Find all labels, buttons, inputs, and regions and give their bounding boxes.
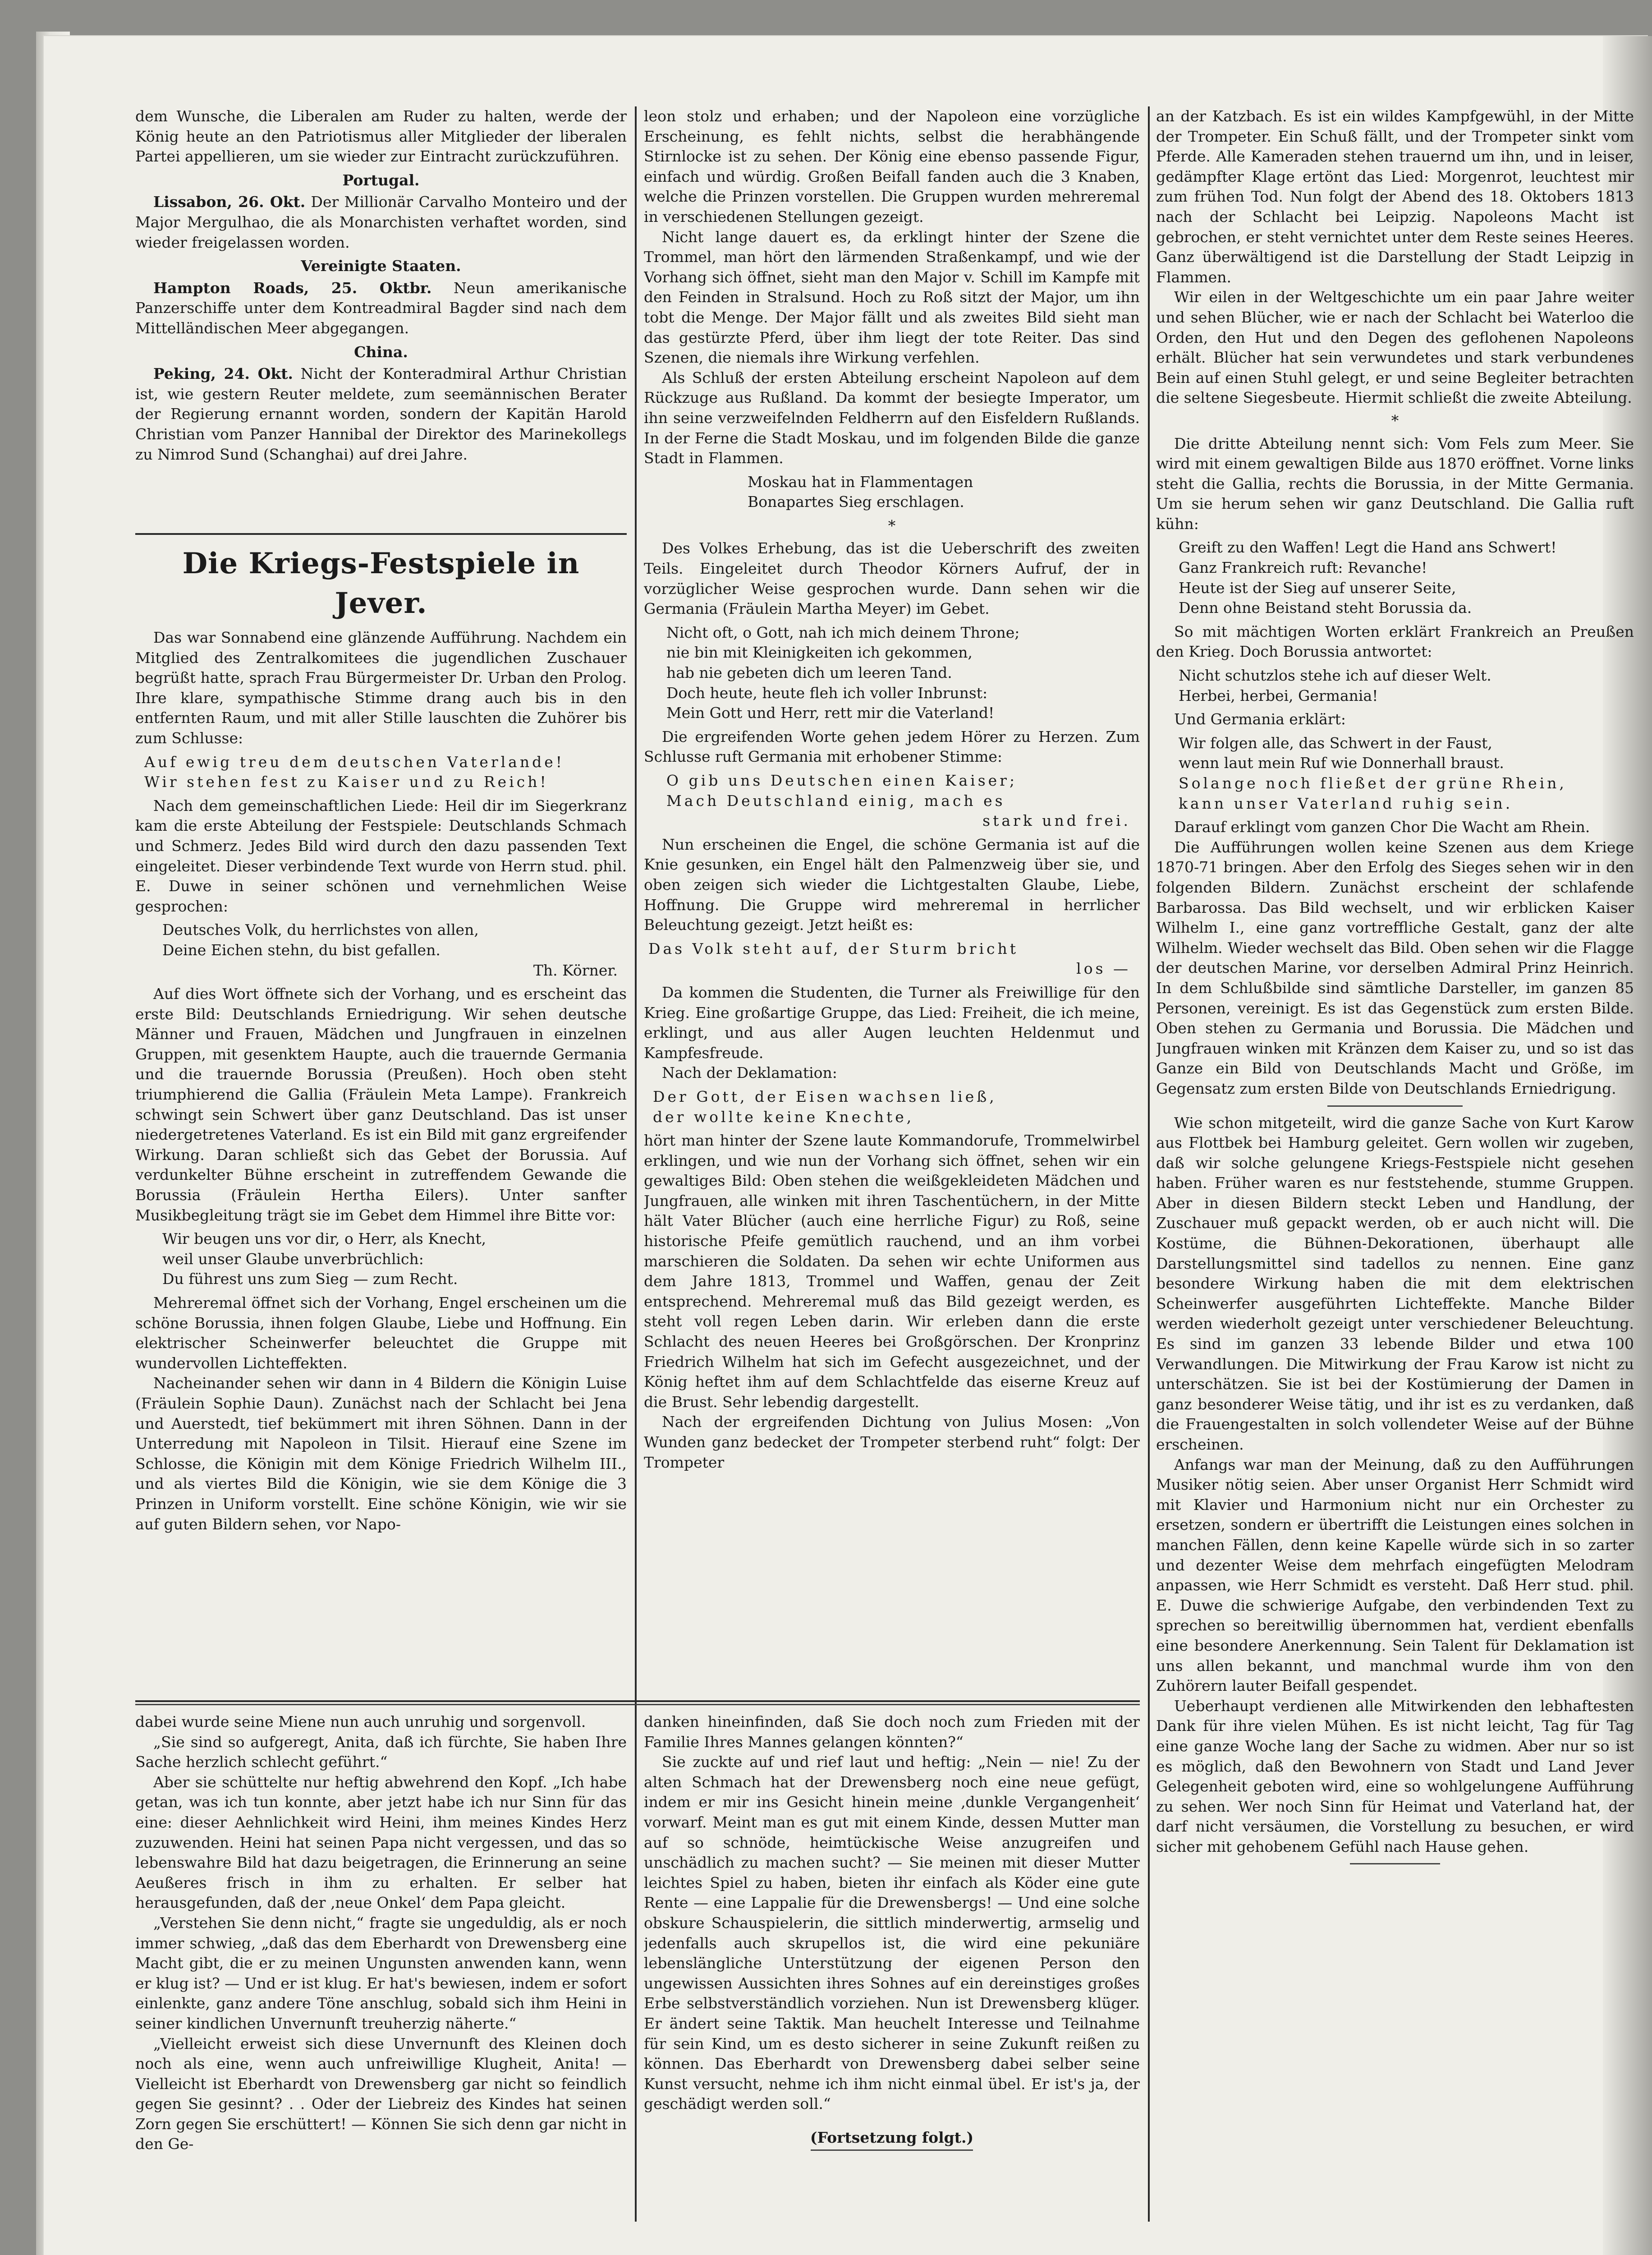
article-end-rule [1350, 1863, 1440, 1864]
verse: Greift zu den Waffen! Legt die Hand ans Schwert! Ganz Frankreich ruft: Revanche! Heute ist der Sieg auf unserer Seite, Denn ohne Beistand steht Borussia da. [1179, 538, 1557, 617]
continuation-underline [811, 2149, 973, 2151]
column-rule [635, 106, 637, 2222]
section-divider [135, 533, 627, 535]
article-paragraph: leon stolz und erhaben; und der Napoleon eine vorzügliche Erscheinung, es fehlt nichts, selbst die herabhängende Stirnlocke ist zu sehen. Der König eine ebenso passende Figur, einfach und würdig. Großen Beifall fanden auch die 3 Knaben, welche die Prinzen vorstellen. Die Gruppen wurden mehreremal in verschiedenen Stellungen gezeigt. [644, 107, 1140, 226]
article-paragraph: Nun erscheinen die Engel, die schöne Germania ist auf die Knie gesunken, ein Engel hält den Palmenzweig über sie, und oben zeigen sich wieder die Lichtgestalten Glaube, Liebe, Hoffnung. Die Gruppe wird mehreremal in herrlicher Beleuchtung gezeigt. Jetzt heißt es: [644, 835, 1140, 934]
article-paragraph: Die dritte Abteilung nennt sich: Vom Fels zum Meer. Sie wird mit einem gewaltigen Bilde aus 1870 eröffnet. Vorne links steht die Gallia, rechts die Borussia, in der Mitte Germania. Um sie herum sehen wir ganz Deutschland. Die Gallia ruft kühn: [1156, 434, 1634, 533]
article-paragraph: Des Volkes Erhebung, das ist die Ueberschrift des zweiten Teils. Eingeleitet durch Theodor Körners Aufruf, der in vorzüglicher Weise gesprochen wurde. Dann sehen wir die Germania (Fräulein Martha Meyer) im Gebet. [644, 539, 1140, 618]
serial-column-1 [135, 1712, 627, 2222]
article-paragraph: So mit mächtigen Worten erklärt Frankreich an Preußen den Krieg. Doch Borussia antwortet: [1156, 622, 1634, 661]
section-star: * [1391, 411, 1399, 429]
article-paragraph: Das war Sonnabend eine glänzende Aufführung. Nachdem ein Mitglied des Zentralkomitees die jugendlichen Zuschauer begrüßt hatte, sprach Frau Bürgermeister Dr. Urban den Prolog. Ihre klare, sympathische Stimme drang auch bis in den entfernten Raum, und mit aller Stille lauschten die Zuhörer bis zum Schlusse: [135, 629, 627, 747]
verse: Der Gott, der Eisen wachsen ließ, der wollte keine Knechte, [653, 1087, 997, 1126]
verse: Wir beugen uns vor dir, o Herr, als Knecht, weil unser Glaube unverbrüchlich: Du führest uns zum Sieg — zum Recht. [162, 1230, 486, 1288]
story-paragraph: Sie zuckte auf und rief laut und heftig: „Nein — nie! Zu der alten Schmach hat der Drewensberg noch eine neue gefügt, indem er mir ins Gesicht hinein meine ‚dunkle Vergangenheit‘ vorwarf. Meint man es gut mit einem Kinde, dessen Mutter man auf so schnöde, heimtückische Weise anzugreifen und unschädlich zu machen sucht? — Sie meinen mit dieser Mutter leichtes Spiel zu haben, bieten ihr einfach als Köder eine gute Rente — eine Lappalie für die Drewensbergs! — Und eine solche obskure Schauspielerin, die sittlich minderwertig, armselig und jedenfalls auch skrupellos ist, die wird eine pekuniäre lebenslängliche Unterstützung der eigenen Person den ungewissen Aussichten ihres Sohnes auf ein dereinstiges großes Erbe selbstverständlich vorziehen. Nun ist Drewensberg klüger. Er ändert seine Taktik. Man heuchelt Interesse und Teilnahme für sein Kind, um es desto sicherer in seine Zukunft reißen zu können. Das Eberhardt von Drewensberg dabei selber seine Kunst versucht, nehme ich ihm nicht einmal übel. Er ist's ja, der geschädigt werden soll.“ [644, 1753, 1140, 2113]
feuilleton-divider [135, 1704, 1140, 1705]
story-paragraph: Aber sie schüttelte nur heftig abwehrend den Kopf. „Ich habe getan, was ich tun konnte, aber jetzt habe ich nur Sinn für das eine: dieser Aehnlichkeit wird Heini, ihm meines Kindes Herz zuzuwenden. Heini hat seinen Papa nicht vergessen, und das so lebenswahre Bild hat dazu beigetragen, die Erinnerung an seine Aeußeres frisch in ihm zu erhalten. Er selber hat herausgefunden, daß der ‚neue Onkel‘ dem Papa gleicht. [135, 1773, 627, 1912]
article-paragraph: hört man hinter der Szene laute Kommandorufe, Trommelwirbel erklingen, und wie nun der Vorhang sich öffnet, sehen wir ein gewaltiges Bild: Oben stehen die weißgekleideten Mädchen und Jungfrauen, alle winken mit ihren Taschentüchern, in der Mitte hält Vater Blücher (auch eine herrliche Figur) zu Roß, seine historische Pfeife gemütlich rauchend, und an ihm vorbei marschieren die Soldaten. Da sehen wir echte Uniformen aus dem Jahre 1813, Trommel und Waffen, genau der Zeit entsprechend. Mehreremal muß das Bild gezeigt werden, es steht voll regen Leben darin. Wir erleben dann die erste Schlacht des neuen Heeres bei Großgörschen. Der Kronprinz Friedrich Wilhelm hat sich im Gefecht ausgezeichnet, und der König heftet ihm auf dem Schlachtfelde das eiserne Kreuz auf die Brust. Sehr lebendig dargestellt. [644, 1132, 1140, 1411]
article-paragraph: Wir eilen in der Weltgeschichte um ein paar Jahre weiter und sehen Blücher, wie er nach der Schlacht bei Waterloo die Orden, den Hut und den Degen des geflohenen Napoleons erhält. Blücher hat sein verwundetes und stark verbundenes Bein auf einen Stuhl gelegt, er und seine Begleiter betrachten die seltene Siegesbeute. Hiermit schließt die zweite Abteilung. [1156, 288, 1634, 407]
article-column-3 [1156, 106, 1634, 2204]
article-paragraph: Nacheinander sehen wir dann in 4 Bildern die Königin Luise (Fräulein Sophie Daun). Zunächst nach der Schlacht bei Jena und Auerstedt, tief bekümmert mit ihren Söhnen. Dann in der Unterredung mit Napoleon in Tilsit. Hierauf eine Szene im Schlosse, die Königin mit dem Könige Friedrich Wilhelm III., und als viertes Bild die Königin, wie sie dem Könige die 3 Prinzen in Uniform vorstellt. Eine schöne Königin, wie wir sie auf guten Bildern sehen, vor Napo- [135, 1374, 627, 1533]
article-paragraph: Und Germania erklärt: [1174, 710, 1346, 728]
news-paragraph: Peking, 24. Okt. Nicht der Konteradmiral Arthur Christian ist, wie gestern Reuter meldete, zum seemännischen Berater der Regierung ernannt worden, sondern der Kapitän Harold Christian vom Panzer Hannibal der Direktor des Marinekollegs zu Nimrod Sund (Schanghai) auf drei Jahre. [135, 365, 627, 463]
verse: Das Volk steht auf, der Sturm bricht los — [648, 939, 1131, 978]
article-paragraph: Auf dies Wort öffnete sich der Vorhang, und es erscheint das erste Bild: Deutschlands Erniedrigung. Wir sehen deutsche Männer und Frauen, Mädchen und Jungfrauen in einzelnen Gruppen, mit gesenktem Haupte, auch die trauernde Germania und die trauernde Borussia (Preußen). Hoch oben steht triumphierend die Gallia (Fräulein Meta Lampe). Frankreich schwingt sein Schwert über ganz Deutschland. Das ist unser niedergetretenes Vaterland. Es ist ein Bild mit ganz ergreifender Wirkung. Daran schließt sich das Gebet der Borussia. Auf verdunkelter Bühne erscheint in zutreffendem Gewande die Borussia (Fräulein Hertha Eilers). Unter sanfter Musikbegleitung trägt sie im Gebet dem Himmel ihre Bitte vor: [135, 985, 627, 1224]
story-paragraph: danken hineinfinden, daß Sie doch noch zum Frieden mit der Familie Ihres Mannes gelangen könnten?“ [644, 1713, 1140, 1751]
article-paragraph: Als Schluß der ersten Abteilung erscheint Napoleon auf dem Rückzuge aus Rußland. Da kommt der besiegte Imperator, um ihn seine verzweifelnden Feldherrn auf den Eisfeldern Rußlands. In der Ferne die Stadt Moskau, und im folgenden Bilde die ganze Stadt in Flammen. [644, 368, 1140, 467]
verse: Deutsches Volk, du herrlichstes von allen, Deine Eichen stehn, du bist gefallen. Th. Körner. [162, 921, 618, 979]
article-paragraph: Nach der ergreifenden Dichtung von Julius Mosen: „Von Wunden ganz bedecket der Trompeter sterbend ruht“ folgt: Der Trompeter [644, 1413, 1140, 1471]
article-paragraph: Mehreremal öffnet sich der Vorhang, Engel erscheinen um die schöne Borussia, ihnen folgen Glaube, Liebe und Hoffnung. Ein elektrischer Scheinwerfer beleuchtet die Gruppe mit wundervollen Lichteffekten. [135, 1294, 627, 1372]
verse: Nicht oft, o Gott, nah ich mich deinem Throne; nie bin mit Kleinigkeiten ich gekommen, hab nie gebeten dich um leeren Tand. Doch heute, heute fleh ich voller Inbrunst: Mein Gott und Herr, rett mir die Vaterland! [666, 623, 1020, 722]
section-heading-china: China. [354, 343, 408, 361]
article-column-1 [135, 539, 627, 1694]
story-paragraph: dabei wurde seine Miene nun auch unruhig und sorgenvoll. [135, 1713, 586, 1730]
section-heading-portugal: Portugal. [342, 171, 420, 189]
continuation-note: (Fortsetzung folgt.) [810, 2128, 974, 2146]
article-paragraph: Nicht lange dauert es, da erklingt hinter der Szene die Trommel, man hört den lärmenden Straßenkampf, und wie der Vorhang sich öffnet, sieht man den Major v. Schill im Kampfe mit den Feinden in Stralsund. Hoch zu Roß sitzt der Major, um ihn tobt die Menge. Der Major fällt und als zweites Bild sieht man das gestürzte Pferd, über ihm liegt der tote Reiter. Das sind Szenen, die niemals ihre Wirkung verfehlen. [644, 228, 1140, 367]
story-paragraph: „Vielleicht erweist sich diese Unvernunft des Kleinen doch noch als eine, wenn auch unfreiwillige Klugheit, Anita! — Vielleicht ist Eberhardt von Drewensberg gar nicht so feindlich gegen Sie gesinnt? . . Oder der Liebreiz des Kindes hat seinen Zorn gegen Sie erschüttert! — Können Sie sich denn gar nicht in den Ge- [135, 2034, 627, 2153]
verse: Wir folgen alle, das Schwert in der Faust, wenn laut mein Ruf wie Donnerhall braust. Solange noch fließet der grüne Rhein, kann unser Vaterland ruhig sein. [1179, 734, 1567, 812]
story-paragraph: „Sie sind so aufgeregt, Anita, daß ich fürchte, Sie haben Ihre Sache herzlich schlecht geführt.“ [135, 1733, 627, 1771]
article-paragraph: Nach dem gemeinschaftlichen Liede: Heil dir im Siegerkranz kam die erste Abteilung der Festspiele: Deutschlands Schmach und Schmerz. Jedes Bild wird durch den dazu passenden Text eingeleitet. Dieser verbindende Text wurde von Herrn stud. phil. E. Duwe in seiner schönen und vernehmlichen Weise gesprochen: [135, 796, 627, 915]
serial-column-2 [644, 1712, 1140, 2222]
section-heading-usa: Vereinigte Staaten. [301, 257, 461, 275]
feuilleton-divider [135, 1700, 1140, 1702]
article-paragraph: Da kommen die Studenten, die Turner als Freiwillige für den Krieg. Eine großartige Gruppe, das Lied: Freiheit, die ich meine, erklingt, und aus aller Augen leuchten Heldenmut und Kampfesfreude. [644, 983, 1140, 1062]
news-briefs [135, 106, 627, 526]
news-paragraph: Lissabon, 26. Okt. Der Millionär Carvalho Monteiro und der Major Mergulhao, die als Monarchisten verhaftet worden, sind wieder freigelassen worden. [135, 193, 627, 251]
verse: Moskau hat in Flammentagen Bonapartes Sieg erschlagen. [748, 473, 973, 511]
article-paragraph: Die ergreifenden Worte gehen jedem Hörer zu Herzen. Zum Schlusse ruft Germania mit erhobener Stimme: [644, 727, 1140, 766]
article-paragraph: Die Aufführungen wollen keine Szenen aus dem Kriege 1870-71 bringen. Aber den Erfolg des Sieges sehen wir in den folgenden Bildern. Zunächst erscheint der schlafende Barbarossa. Das Bild wechselt, und wir erblicken Kaiser Wilhelm I., eine ganz vortreffliche Gestalt, ganz der alte Wilhelm. Wieder wechselt das Bild. Oben sehen wir die Flagge der deutschen Marine, vor derselben Admiral Prinz Heinrich. In dem Schlußbilde sind sämtliche Darsteller, im ganzen 85 Personen, vereinigt. Es ist das Gegenstück zum ersten Bilde. Oben stehen zu Germania und Borussia. Die Mädchen und Jungfrauen winken mit Kränzen dem Kaiser zu, und so ist das Ganze ein Bild von Deutschlands Macht und Größe, im Gegensatz zum ersten Bilde von Deutschlands Erniedrigung. [1156, 838, 1634, 1097]
verse: Nicht schutzlos stehe ich auf dieser Welt. Herbei, herbei, Germania! [1179, 667, 1491, 704]
story-paragraph: „Verstehen Sie denn nicht,“ fragte sie ungeduldig, als er noch immer schwieg, „daß das dem Eberhardt von Drewensberg eine Macht gibt, die er zu meinen Ungunsten anwenden kann, wenn er klug ist? — Und er ist klug. Er hat's bewiesen, indem er sofort einlenkte, ganz andere Töne anschlug, sobald sich ihm Heini in seiner kindlichen Unvernunft treuherzig näherte.“ [135, 1914, 627, 2032]
article-paragraph: Darauf erklingt vom ganzen Chor Die Wacht am Rhein. [1174, 818, 1590, 836]
article-column-2 [644, 106, 1140, 1694]
article-paragraph: Wie schon mitgeteilt, wird die ganze Sache von Kurt Karow aus Flottbek bei Hamburg geleitet. Gern wollen wir zugeben, daß wir solche gelungene Kriegs-Festspiele nicht gesehen haben. Früher waren es nur feststehende, stumme Gruppen. Aber in diesen Bildern steckt Leben und Handlung, der Zuschauer muß gepackt werden, ob er auch nicht will. Die Kostüme, die Bühnen-Dekorationen, überhaupt alle Darstellungsmittel sind tadellos zu nennen. Eine ganz besondere Wirkung haben die mit dem elektrischen Scheinwerfer ausgeführten Lichteffekte. Manche Bilder werden wiederholt gezeigt unter verschiedener Beleuchtung. Es sind im ganzen 33 lebende Bilder und etwa 100 Verwandlungen. Die Mitwirkung der Frau Karow ist nicht zu unterschätzen. Sie ist bei der Kostümierung der Damen in ganz besonderer Weise tätig, und ihr ist es zu verdanken, daß die Frauengestalten in solch vollendeter Weise auf der Bühne erscheinen. [1156, 1114, 1634, 1453]
verse: O gib uns Deutschen einen Kaiser; Mach Deutschland einig, mach es stark und frei. [666, 772, 1131, 830]
article-separator [1327, 1105, 1463, 1107]
article-paragraph: Anfangs war man der Meinung, daß zu den Aufführungen Musiker nötig seien. Aber unser Organist Herr Schmidt wird mit Klavier und Harmonium nicht nur ein Orchester zu ersetzen, sondern er übertrifft die Leistungen eines solchen in manchen Fällen, denn keine Kapelle würde sich in so zarter und dezenter Weise dem mehrfach eingefügten Melodram anpassen, wie Herr Schmidt es versteht. Daß Herr stud. phil. E. Duwe die schwierige Aufgabe, den verbindenden Text zu sprechen so bereitwillig übernommen hat, verdient ebenfalls eine besondere Anerkennung. Sein Talent für Deklamation ist uns allen bekannt, und manchmal wurde ihm von den Zuhörern lauter Beifall gespendet. [1156, 1455, 1634, 1695]
article-paragraph: an der Katzbach. Es ist ein wildes Kampfgewühl, in der Mitte der Trompeter. Ein Schuß fällt, und der Trompeter sinkt vom Pferde. Alle Kameraden stehen trauernd um ihn, und in leiser, gedämpfter Klage ertönt das Lied: Morgenrot, leuchtest mir zum frühen Tod. Nun folgt der Abend des 18. Oktobers 1813 nach der Schlacht bei Leipzig. Napoleons Macht ist gebrochen, er steht vernichtet unter dem Reste seines Heeres. Ganz überwältigend ist die Darstellung der Stadt Leipzig in Flammen. [1156, 107, 1634, 286]
article-paragraph: Nach der Deklamation: [662, 1064, 837, 1082]
section-star: * [888, 516, 896, 534]
column-rule [1148, 106, 1150, 2222]
article-paragraph: Ueberhaupt verdienen alle Mitwirkenden den lebhaftesten Dank für ihre vielen Mühen. Es ist nicht leicht, Tag für Tag eine ganze Woche lang der Sache zu widmen. Aber nur so ist es möglich, daß den Bewohnern von Stadt und Land Jever Gelegenheit geboten wird, eine so wohlgelungene Aufführung zu sehen. Wer noch Sinn für Heimat und Vaterland hat, der darf nicht versäumen, die Vorstellung zu besuchen, er wird sicher mit gehobenem Gefühl nach Hause gehen. [1156, 1697, 1634, 1855]
verse: Auf ewig treu dem deutschen Vaterlande! Wir stehen fest zu Kaiser und zu Reich! [144, 753, 565, 791]
article-title: Die Kriegs-Festspiele in Jever. [182, 547, 580, 620]
news-paragraph: Hampton Roads, 25. Oktbr. Neun amerikanische Panzerschiffe unter dem Kontreadmiral Bagder sind nach dem Mittelländischen Meer abgegangen. [135, 279, 627, 337]
news-paragraph: dem Wunsche, die Liberalen am Ruder zu halten, werde der König heute an den Patriotismus aller Mitglieder der liberalen Partei appellieren, um sie wieder zur Eintracht zurückzuführen. [135, 107, 627, 166]
